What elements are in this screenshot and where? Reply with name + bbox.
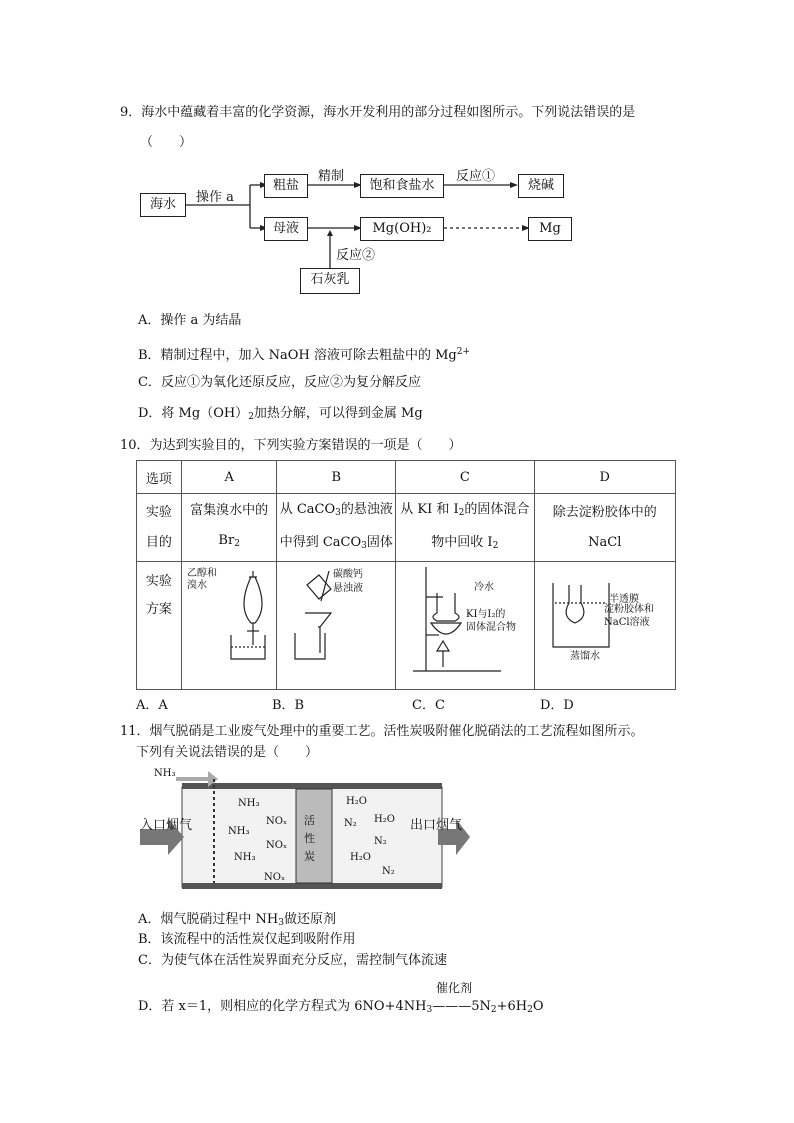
mg-box: Mg — [528, 217, 572, 241]
brine-box: 饱和食盐水 — [360, 174, 444, 198]
dialysis-apparatus-icon — [553, 583, 609, 647]
op-a-label: 操作 a — [196, 190, 234, 205]
label-c-mixture: KI与I₂的 固体混合物 — [466, 609, 516, 633]
q11-right-2: H₂O — [374, 814, 395, 825]
q11-stem-line2: 下列有关说法错误的是（ ） — [136, 745, 319, 760]
seawater-box: 海水 — [140, 193, 186, 217]
mgoh2-box: Mg(OH)₂ — [360, 217, 444, 241]
q9-option-d-post: 加热分解，可以得到金属 Mg — [253, 406, 423, 421]
mother-liquor-box: 母液 — [264, 217, 308, 241]
q11-stem-line1: 11．烟气脱硝是工业废气处理中的重要工艺。活性炭吸附催化脱硝法的工艺流程如图所示。 — [120, 724, 644, 739]
label-d-membrane: 半透膜 — [609, 594, 639, 605]
head-plan: 实验 方案 — [137, 562, 182, 690]
q10-answer-a: A．A — [136, 698, 168, 713]
q10-answer-d: D．D — [540, 698, 574, 713]
col-d: D — [534, 461, 676, 494]
caustic-box: 烧碱 — [518, 174, 564, 198]
q11-option-b: B．该流程中的活性炭仅起到吸附作用 — [138, 932, 356, 947]
q11-right-4: H₂O — [350, 852, 371, 863]
mg-charge: 2+ — [456, 347, 470, 357]
catalyst-label: 催化剂 — [436, 981, 473, 995]
separatory-funnel-icon — [231, 571, 265, 659]
label-d-colloid: 淀粉胶体和 NaCl溶液 — [604, 604, 654, 628]
purpose-b: 从 CaCO$_3$的悬浊液 中得到 CaCO$_3$固体 — [277, 494, 396, 562]
q9-option-a: A．操作 a 为结晶 — [138, 313, 242, 328]
purpose-c: 从 KI 和 $I_2$的固体混合 物中回收 $I_2$ — [396, 494, 534, 562]
q11-left-0: NH₃ — [238, 798, 260, 809]
q11-option-d: D．若 x＝1，则相应的化学方程式为 $6NO+4NH_3———5N_2+6H_2O$ — [138, 999, 544, 1015]
filtration-funnel-icon — [295, 571, 331, 659]
q11-inlet: 入口烟气 — [140, 818, 193, 833]
label-d-water: 蒸馏水 — [570, 651, 600, 662]
head-purpose: 实验 目的 — [137, 494, 182, 562]
q9-option-c: C．反应①为氧化还原反应，反应②为复分解反应 — [138, 375, 421, 390]
q11-right-0: H₂O — [346, 796, 367, 807]
q11-carbon: 活性炭 — [304, 814, 315, 863]
q9-option-b-text: B．精制过程中，加入 NaOH 溶液可除去粗盐中的 Mg — [138, 348, 457, 363]
col-b: B — [277, 461, 396, 494]
col-a: A — [181, 461, 277, 494]
q10-answer-b: B．B — [272, 698, 305, 713]
q10-apparatus — [181, 563, 676, 689]
reaction2-label: 反应② — [336, 248, 376, 263]
q11-outlet: 出口烟气 — [410, 818, 463, 833]
q9-option-d — [138, 405, 423, 426]
q9-option-d-sub: 2 — [248, 412, 254, 422]
label-a-ethanol: 乙醇和 溴水 — [187, 568, 217, 591]
q11-right-5: N₂ — [382, 866, 395, 877]
label-c-coldwater: 冷水 — [474, 582, 494, 593]
q10-stem: 10．为达到实验目的，下列实验方案错误的一项是（ ） — [120, 438, 462, 453]
label-b-caco3: 碳酸钙 悬浊液 — [333, 569, 363, 594]
q9-stem: 9．海水中蕴藏着丰富的化学资源，海水开发利用的部分过程如图所示。下列说法错误的是 — [120, 105, 636, 120]
q11-left-2: NOₓ — [266, 816, 288, 827]
purpose-a: 富集溴水中的 $Br_2$ — [181, 494, 277, 562]
q9-option-b — [138, 343, 470, 365]
q11-left-1: NH₃ — [228, 826, 250, 837]
q11-left-3: NOₓ — [266, 840, 288, 851]
q11-right-3: N₂ — [374, 836, 387, 847]
q11-option-a: A．烟气脱硝过程中 $NH_3$做还原剂 — [138, 912, 336, 928]
crude-salt-box: 粗盐 — [264, 174, 308, 198]
purpose-d: 除去淀粉胶体中的 NaCl — [534, 494, 676, 562]
refine-label: 精制 — [318, 169, 345, 184]
q11-left-5: NOₓ — [264, 872, 286, 883]
reaction1-label: 反应① — [456, 169, 496, 184]
head-option: 选项 — [137, 461, 182, 494]
lime-milk-box: 石灰乳 — [300, 268, 360, 294]
q11-nh3-top: NH₃ — [154, 768, 176, 779]
q11-option-c: C．为使气体在活性炭界面充分反应，需控制气体流速 — [138, 953, 447, 968]
q10-answer-c: C．C — [412, 698, 445, 713]
q11-left-4: NH₃ — [234, 852, 256, 863]
q9-option-d-pre: D．将 Mg（OH） — [138, 406, 249, 421]
q11-right-1: N₂ — [344, 818, 357, 829]
q9-paren: （ ） — [140, 135, 193, 150]
col-c: C — [396, 461, 534, 494]
